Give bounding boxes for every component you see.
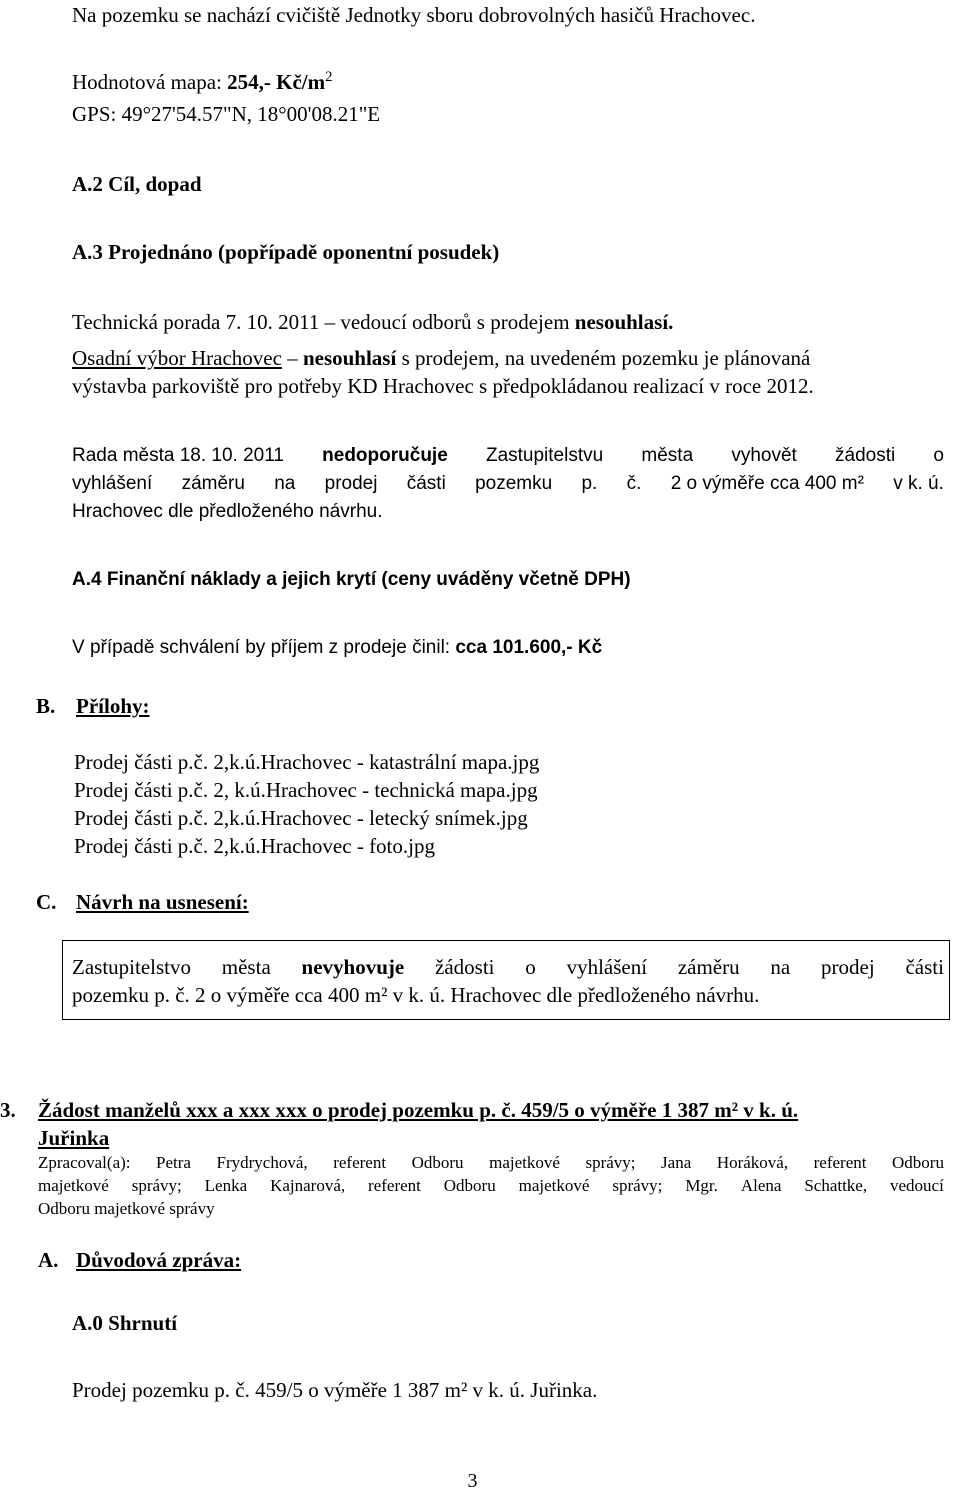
zpracoval-word: správy; (585, 1153, 636, 1172)
resolution-verb: nevyhovuje (301, 955, 405, 979)
rada-word: o (933, 445, 944, 466)
attachment-link[interactable]: Prodej části p.č. 2,k.ú.Hrachovec - foto.jpg (74, 834, 435, 858)
hodnotova-sup: 2 (325, 69, 333, 85)
zpracoval-word: správy; (131, 1176, 182, 1195)
rada-line2-word: prodej (324, 473, 378, 494)
zpracoval-word: Zpracoval(a): (38, 1153, 131, 1172)
zpracoval-word: Odboru (443, 1176, 496, 1195)
item3-title-line1: Žádost manželů xxx a xxx xxx o prodej pozemku p. č. 459/5 o výměře 1 387 m² v k. ú. (38, 1098, 799, 1122)
zpracoval-word: Odboru (892, 1153, 944, 1172)
section-c-letter: C. (36, 890, 57, 914)
resolution-word: žádosti (435, 955, 495, 979)
rada-line2-word: č. (626, 473, 642, 494)
heading-a3: A.3 Projednáno (popřípadě oponentní posudek) (72, 240, 500, 264)
item3-title-line2: Juřinka (38, 1126, 110, 1150)
zpracoval-word: majetkové (489, 1153, 560, 1172)
rada-line2-word: vyhlášení (72, 473, 153, 494)
zpracoval-word: Mgr. (685, 1176, 718, 1195)
attachment-link[interactable]: Prodej části p.č. 2, k.ú.Hrachovec - technická mapa.jpg (74, 778, 538, 802)
porada-bold: nesouhlasí. (574, 310, 674, 334)
zpracoval-word: Horáková, (716, 1153, 789, 1172)
osadni-dash: – (281, 346, 303, 370)
section-a-letter: A. (38, 1248, 59, 1272)
hodnotova-label: Hodnotová mapa: (72, 70, 228, 94)
resolution-word: části (905, 955, 944, 979)
rada-word: Zastupitelstvu (485, 445, 604, 466)
rada-line2-word: záměru (181, 473, 245, 494)
porada-text: Technická porada 7. 10. 2011 – vedoucí odborů s prodejem (72, 310, 575, 334)
rada-line2-word: pozemku (475, 473, 553, 494)
rada-bold: nedoporučuje (322, 445, 448, 466)
zpracoval-word: Schattke, (804, 1176, 868, 1195)
rada-word: města (641, 445, 694, 466)
osadni-vybor-line2: výstavba parkoviště pro potřeby KD Hrachovec s předpokládanou realizací v roce 2012. (72, 374, 814, 398)
rada-line3: Hrachovec dle předloženého návrhu. (72, 501, 383, 522)
zpracoval-line1 (38, 1152, 944, 1174)
prijem-amount: cca 101.600,- Kč (455, 637, 603, 658)
osadni-vybor-line1 (72, 346, 810, 370)
heading-a4: A.4 Finanční náklady a jejich krytí (ceny uváděny včetně DPH) (72, 569, 631, 590)
zpracoval-word: správy; (612, 1176, 663, 1195)
gps-line: GPS: 49°27'54.57"N, 18°00'08.21"E (72, 102, 381, 126)
section-c-title: Návrh na usnesení: (76, 890, 249, 914)
osadni-rest: s prodejem, na uvedeném pozemku je plánovaná (396, 346, 811, 370)
resolution-line2: pozemku p. č. 2 o výměře cca 400 m² v k. ú. Hrachovec dle předloženého návrhu. (72, 983, 760, 1007)
rada-line2-word: na (274, 473, 296, 494)
zpracoval-word: majetkové (518, 1176, 590, 1195)
section-a-title: Důvodová zpráva: (76, 1248, 242, 1272)
zpracoval-word: Petra (156, 1153, 191, 1172)
zpracoval-word: Lenka (204, 1176, 248, 1195)
heading-a0: A.0 Shrnutí (72, 1311, 178, 1335)
osadni-vybor-link: Osadní výbor Hrachovec (72, 346, 282, 370)
resolution-word: města (221, 955, 271, 979)
zpracoval-word: majetkové (38, 1176, 109, 1195)
zpracoval-word: Kajnarová, (270, 1176, 346, 1195)
hodnotova-mapa (72, 70, 332, 94)
attachment-link[interactable]: Prodej části p.č. 2,k.ú.Hrachovec - letecký snímek.jpg (74, 806, 528, 830)
technicka-porada (72, 310, 673, 334)
resolution-line1 (72, 955, 944, 979)
text-cviciste: Na pozemku se nachází cvičiště Jednotky sboru dobrovolných hasičů Hrachovec. (72, 3, 756, 27)
rada-word: žádosti (835, 445, 896, 466)
rada-line2-word: 2 o výměře cca 400 m² (670, 473, 864, 494)
rada-prefix: Rada města 18. 10. 2011 (72, 445, 284, 466)
zpracoval-word: vedoucí (890, 1176, 944, 1195)
resolution-word: o (525, 955, 536, 979)
prijem-line (72, 636, 602, 660)
rada-line2-word: části (406, 473, 446, 494)
item3-number: 3. (0, 1098, 16, 1122)
zpracoval-word: Odboru (411, 1153, 464, 1172)
prijem-text: V případě schválení by příjem z prodeje činil: (72, 637, 456, 658)
resolution-box (62, 940, 950, 1020)
summary-line: Prodej pozemku p. č. 459/5 o výměře 1 387 m² v k. ú. Juřinka. (72, 1378, 598, 1402)
resolution-word: záměru (677, 955, 740, 979)
zpracoval-line2 (38, 1175, 944, 1197)
section-b-letter: B. (36, 694, 56, 718)
rada-line2-word: p. (581, 473, 598, 494)
rada-word: vyhovět (731, 445, 797, 466)
zpracoval-word: Jana (661, 1153, 692, 1172)
attachment-link[interactable]: Prodej části p.č. 2,k.ú.Hrachovec - katastrální mapa.jpg (74, 750, 540, 774)
hodnotova-value: 254,- Kč/m (227, 70, 326, 94)
rada-line1 (72, 444, 944, 468)
rada-line2 (72, 472, 944, 496)
zpracoval-word: referent (333, 1153, 387, 1172)
zpracoval-word: Alena (740, 1176, 782, 1195)
zpracoval-word: referent (368, 1176, 421, 1195)
resolution-word: vyhlášení (566, 955, 648, 979)
osadni-bold: nesouhlasí (302, 346, 397, 370)
zpracoval-line3: Odboru majetkové správy (38, 1199, 215, 1218)
resolution-word: na (770, 955, 791, 979)
section-b-title: Přílohy: (76, 694, 150, 718)
resolution-word: Zastupitelstvo (72, 955, 191, 979)
heading-a2: A.2 Cíl, dopad (72, 172, 202, 196)
zpracoval-word: Frydrychová, (216, 1153, 308, 1172)
resolution-word: prodej (821, 955, 875, 979)
rada-line2-word: v k. ú. (893, 473, 944, 494)
zpracoval-word: referent (813, 1153, 867, 1172)
page-number: 3 (467, 1470, 478, 1492)
